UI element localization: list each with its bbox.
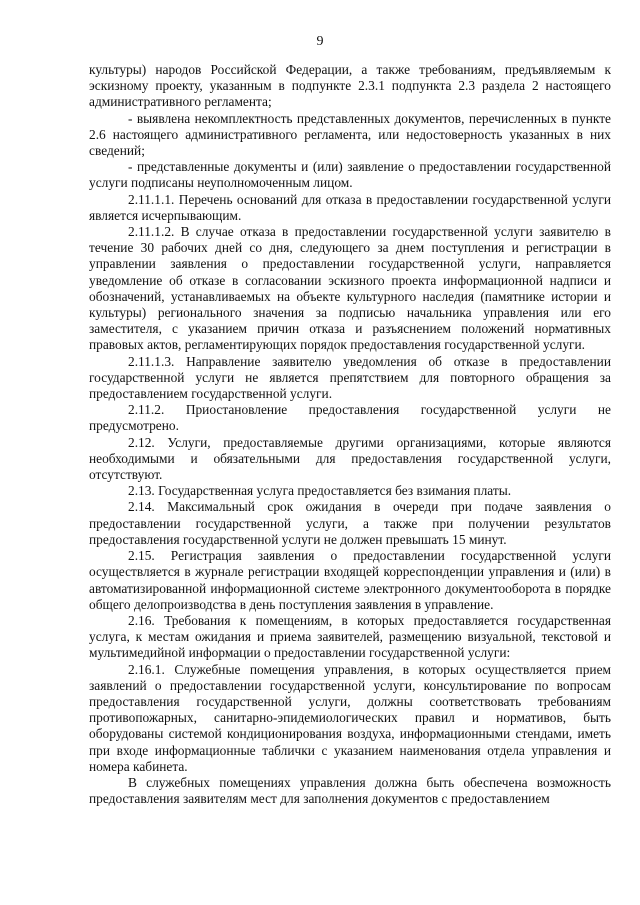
paragraph: 2.11.2. Приостановление предоставления государственной услуги не предусмотрено. [89, 402, 611, 434]
paragraph: 2.11.1.1. Перечень оснований для отказа в предоставлении государственной услуги является исчерпывающим. [89, 191, 611, 223]
paragraph: 2.11.1.2. В случае отказа в предоставлении государственной услуги заявителю в течение 30 рабочих дней со дня, следующего за днем поступления и регистрации в управлении заявления о предоставлении государственной услуги, направляется уведомление об отказе в согласовании эскизного проекта информационной надписи и обозначений, устанавливаемых на объекте культурного наследия (памятнике истории и культуры) регионального значения за подписью начальника управления или его заместителя, с указанием причин отказа и разъяснением положений нормативных правовых актов, регламентирующих порядок предоставления государственной услуги. [89, 224, 611, 353]
paragraph: культуры) народов Российской Федерации, а также требованиям, предъявляемым к эскизному проекту, указанным в подпункте 2.3.1 подпункта 2.3 раздела 2 настоящего административного регламента; [89, 62, 611, 110]
paragraph: - выявлена некомплектность представленных документов, перечисленных в пункте 2.6 настоящего административного регламента, или недостоверность указанных в них сведений; [89, 110, 611, 159]
paragraph: В служебных помещениях управления должна быть обеспечена возможность предоставления заявителям мест для заполнения документов с предоставлением [89, 774, 611, 807]
paragraph: 2.16. Требования к помещениям, в которых предоставляется государственная услуга, к местам ожидания и приема заявителей, размещению визуальной, текстовой и мультимедийной информации о предоставлении государственной услуги: [89, 612, 611, 661]
paragraph: - представленные документы и (или) заявление о предоставлении государственной услуги подписаны неуполномоченным лицом. [89, 159, 611, 191]
paragraph: 2.14. Максимальный срок ожидания в очереди при подаче заявления о предоставлении государственной услуги, а также при получении результатов предоставления государственной услуги не должен превышать 15 минут. [89, 499, 611, 547]
paragraph: 2.15. Регистрация заявления о предоставлении государственной услуги осуществляется в журнале регистрации входящей корреспонденции управления и (или) в автоматизированной информационной системе электронного документооборота в порядке общего делопроизводства в день поступления заявления в управление. [89, 548, 611, 612]
paragraph: 2.11.1.3. Направление заявителю уведомления об отказе в предоставлении государственной услуги не является препятствием для повторного обращения за предоставлением государственной услуги. [89, 353, 611, 402]
page-number: 9 [316, 34, 324, 49]
document-body [89, 62, 611, 807]
paragraph: 2.13. Государственная услуга предоставляется без взимания платы. [128, 483, 512, 499]
paragraph: 2.12. Услуги, предоставляемые другими организациями, которые являются необходимыми и обязательными для предоставления государственной услуги, отсутствуют. [89, 434, 611, 483]
paragraph: 2.16.1. Служебные помещения управления, в которых осуществляется прием заявлений о предоставлении государственной услуги, консультирование по вопросам предоставления государственной услуги, должны соответствовать требованиям противопожарных, санитарно-эпидемиологических правил и нормативов, быть оборудованы системой кондиционирования воздуха, информационными стендами, иметь при входе информационные таблички с указанием наименования отдела управления и номера кабинета. [89, 661, 611, 774]
